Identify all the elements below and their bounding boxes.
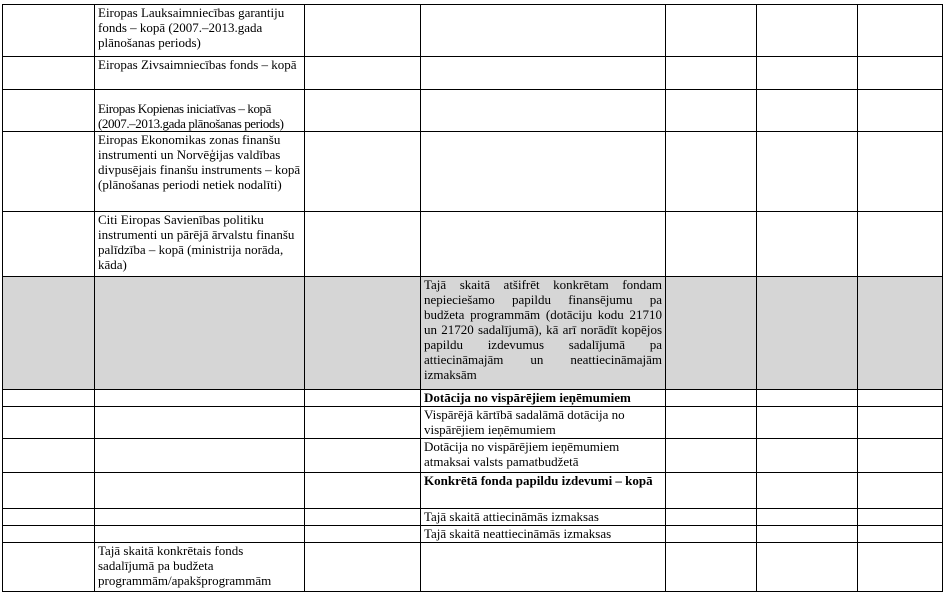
empty-cell — [3, 390, 95, 407]
empty-cell — [858, 90, 943, 132]
row-label: Eiropas Zivsaimniecības fonds – kopā — [95, 57, 305, 90]
empty-cell — [3, 57, 95, 90]
row-label: Eiropas Lauksaimniecības garantiju fonds – kopā (2007.–2013.gada plānošanas periods) — [95, 5, 305, 57]
table-row — [3, 543, 943, 592]
row-item: Konkrētā fonda papildu izdevumi – kopā — [421, 473, 666, 509]
empty-cell — [757, 473, 858, 509]
table-row — [3, 509, 943, 526]
empty-cell — [666, 407, 757, 439]
row-item — [421, 5, 666, 57]
financing-table — [2, 4, 943, 592]
table-row — [3, 90, 943, 132]
empty-cell — [757, 543, 858, 592]
empty-cell — [3, 407, 95, 439]
row-item — [421, 212, 666, 277]
row-item — [421, 132, 666, 212]
table-row — [3, 277, 943, 390]
empty-cell — [757, 90, 858, 132]
empty-cell — [757, 509, 858, 526]
empty-cell — [666, 277, 757, 390]
empty-cell — [757, 212, 858, 277]
empty-cell — [666, 132, 757, 212]
row-label — [95, 473, 305, 509]
empty-cell — [858, 390, 943, 407]
empty-cell — [305, 543, 421, 592]
empty-cell — [3, 5, 95, 57]
empty-cell — [3, 212, 95, 277]
empty-cell — [666, 509, 757, 526]
empty-cell — [3, 473, 95, 509]
row-label: Tajā skaitā konkrētais fonds sadalījumā pa budžeta programmām/apakšprogrammām — [95, 543, 305, 592]
empty-cell — [858, 407, 943, 439]
empty-cell — [305, 90, 421, 132]
empty-cell — [3, 277, 95, 390]
empty-cell — [757, 277, 858, 390]
empty-cell — [305, 5, 421, 57]
row-item: Tajā skaitā neattiecināmās izmaksas — [421, 526, 666, 543]
empty-cell — [666, 390, 757, 407]
table-row — [3, 526, 943, 543]
row-label — [95, 390, 305, 407]
empty-cell — [858, 277, 943, 390]
empty-cell — [305, 132, 421, 212]
empty-cell — [858, 132, 943, 212]
empty-cell — [666, 5, 757, 57]
empty-cell — [666, 543, 757, 592]
empty-cell — [305, 509, 421, 526]
empty-cell — [858, 439, 943, 473]
table-row — [3, 212, 943, 277]
empty-cell — [757, 526, 858, 543]
empty-cell — [858, 473, 943, 509]
empty-cell — [757, 390, 858, 407]
table-row — [3, 407, 943, 439]
empty-cell — [757, 57, 858, 90]
row-item: Tajā skaitā atšifrēt konkrētam fondam nepieciešamo papildu finansējumu pa budžeta programmām (dotāciju kodu 21710 un 21720 sadalījumā), kā arī norādīt kopējos papildu izdevumus sadalījumā pa attiecināmajām un neattiecināmajām izmaksām — [421, 277, 666, 390]
table-row — [3, 132, 943, 212]
table-row — [3, 390, 943, 407]
empty-cell — [305, 212, 421, 277]
empty-cell — [3, 543, 95, 592]
empty-cell — [3, 509, 95, 526]
empty-cell — [305, 407, 421, 439]
empty-cell — [858, 526, 943, 543]
empty-cell — [305, 526, 421, 543]
row-label — [95, 439, 305, 473]
row-label — [95, 407, 305, 439]
empty-cell — [305, 277, 421, 390]
empty-cell — [666, 526, 757, 543]
empty-cell — [666, 473, 757, 509]
empty-cell — [858, 212, 943, 277]
empty-cell — [3, 90, 95, 132]
table-row — [3, 473, 943, 509]
empty-cell — [858, 509, 943, 526]
row-item: Vispārējā kārtībā sadalāmā dotācija no vispārējiem ieņēmumiem — [421, 407, 666, 439]
row-item — [421, 90, 666, 132]
row-label — [95, 277, 305, 390]
empty-cell — [666, 212, 757, 277]
empty-cell — [305, 57, 421, 90]
row-item: Dotācija no vispārējiem ieņēmumiem — [421, 390, 666, 407]
empty-cell — [3, 132, 95, 212]
empty-cell — [858, 543, 943, 592]
empty-cell — [858, 57, 943, 90]
row-label — [95, 526, 305, 543]
empty-cell — [858, 5, 943, 57]
row-item — [421, 57, 666, 90]
empty-cell — [305, 390, 421, 407]
empty-cell — [3, 439, 95, 473]
row-label — [95, 509, 305, 526]
empty-cell — [305, 473, 421, 509]
empty-cell — [666, 439, 757, 473]
row-label: Eiropas Kopienas iniciatīvas – kopā (2007.–2013.gada plānošanas periods) — [95, 90, 305, 132]
empty-cell — [757, 439, 858, 473]
row-label: Eiropas Ekonomikas zonas finanšu instrumenti un Norvēģijas valdības divpusējais finanšu instruments – kopā (plānošanas periodi netiek nodalīti) — [95, 132, 305, 212]
row-item — [421, 543, 666, 592]
table-row — [3, 57, 943, 90]
row-item: Tajā skaitā attiecināmās izmaksas — [421, 509, 666, 526]
row-label: Citi Eiropas Savienības politiku instrumenti un pārējā ārvalstu finanšu palīdzība – kopā (ministrija norāda, kāda) — [95, 212, 305, 277]
empty-cell — [3, 526, 95, 543]
empty-cell — [666, 90, 757, 132]
empty-cell — [757, 132, 858, 212]
empty-cell — [666, 57, 757, 90]
table-row — [3, 439, 943, 473]
empty-cell — [757, 5, 858, 57]
empty-cell — [757, 407, 858, 439]
empty-cell — [305, 439, 421, 473]
table-row — [3, 5, 943, 57]
row-item: Dotācija no vispārējiem ieņēmumiem atmaksai valsts pamatbudžetā — [421, 439, 666, 473]
